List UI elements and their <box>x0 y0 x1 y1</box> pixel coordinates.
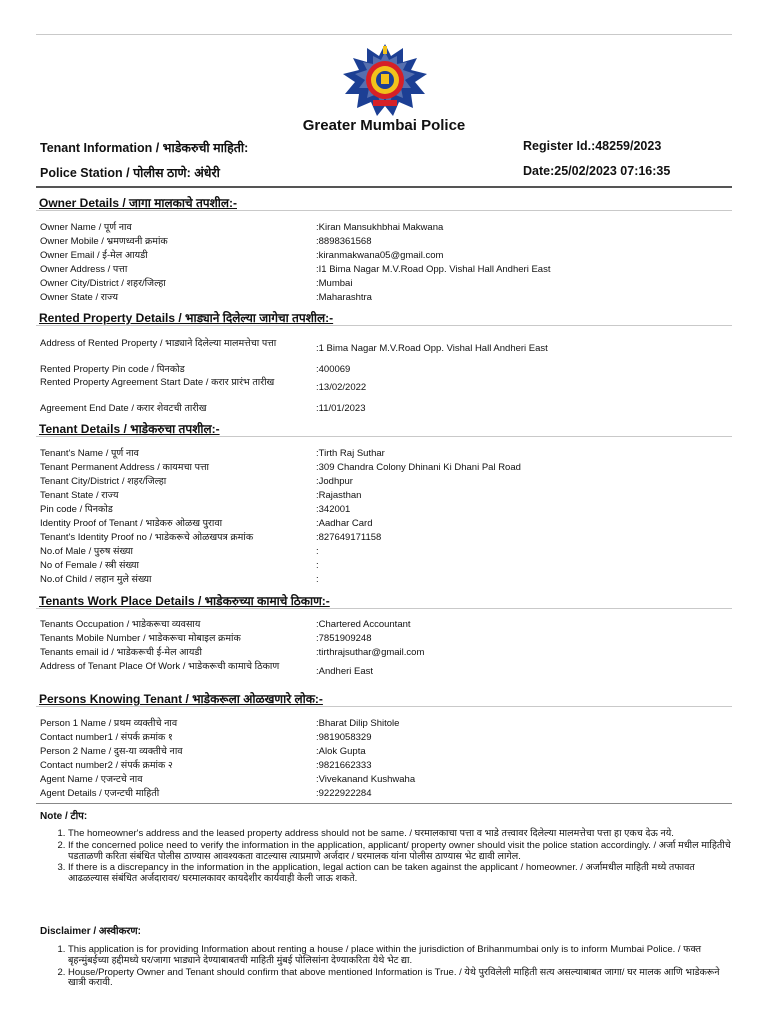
field-label: No.of Child / लहान मुले संख्या <box>40 574 152 585</box>
field-value: :Kiran Mansukhbhai Makwana <box>316 222 444 233</box>
disclaimer-item: 1. This application is for providing Information about renting a house / place within the jurisdiction of Brihanmumbai only is to inform Mumbai Police. / फक्त बृहन्मुंबईच्या हद्दीमध्ये घर/जागा भाड्याने देण्याबाबतची माहिती मुंबई पोलिसांना देण्याकरिता येथे भेट द्या. <box>68 945 736 967</box>
field-label: Owner Email / ई-मेल आयडी <box>40 250 148 261</box>
section-divider <box>36 325 732 326</box>
owner-details-heading: Owner Details / जागा मालकाचे तपशील:- <box>39 196 237 210</box>
field-label: Tenant State / राज्य <box>40 490 119 501</box>
field-label: Owner City/District / शहर/जिल्हा <box>40 278 166 289</box>
field-label: Owner Mobile / भ्रमणध्वनी क्रमांक <box>40 236 168 247</box>
field-value: :kiranmakwana05@gmail.com <box>316 250 444 261</box>
section-divider <box>36 608 732 609</box>
section-divider <box>36 706 732 707</box>
field-value: :Mumbai <box>316 278 353 289</box>
police-station: Police Station / पोलीस ठाणे: अंधेरी <box>40 166 220 180</box>
rented-property-heading: Rented Property Details / भाड्याने दिलेल्या जागेचा तपशील:- <box>39 311 334 325</box>
field-value: :Jodhpur <box>316 476 353 487</box>
field-value: :I1 Bima Nagar M.V.Road Opp. Vishal Hall Andheri East <box>316 264 551 275</box>
field-label: Address of Tenant Place Of Work / भाडेकरूची कामाचे ठिकाण <box>40 661 280 672</box>
field-value: :Chartered Accountant <box>316 619 411 630</box>
field-label: Contact number1 / संपर्क क्रमांक १ <box>40 732 173 743</box>
field-label: Person 2 Name / दुस-या व्यक्तीचे नाव <box>40 746 183 757</box>
disclaimer-list <box>56 945 736 990</box>
header-divider <box>36 186 732 188</box>
field-value: :9821662333 <box>316 760 372 771</box>
field-label: Rented Property Agreement Start Date / करार प्रारंभ तारीख <box>40 377 275 388</box>
field-value: :13/02/2022 <box>316 382 367 393</box>
field-label: Identity Proof of Tenant / भाडेकरु ओळख पुरावा <box>40 518 223 529</box>
field-value: :7851909248 <box>316 633 372 644</box>
field-label: Owner Name / पूर्ण नाव <box>40 222 132 233</box>
tenant-details-heading: Tenant Details / भाडेकरुचा तपशील:- <box>39 422 220 436</box>
field-label: Contact number2 / संपर्क क्रमांक २ <box>40 760 173 771</box>
field-label: Tenant's Identity Proof no / भाडेकरूचे ओळखपत्र क्रमांक <box>40 532 254 543</box>
field-label: Tenants Mobile Number / भाडेकरूचा मोबाइल क्रमांक <box>40 633 241 644</box>
field-label: Tenants email id / भाडेकरूची ई-मेल आयडी <box>40 647 202 658</box>
field-value: :1 Bima Nagar M.V.Road Opp. Vishal Hall Andheri East <box>316 343 548 354</box>
section-divider <box>36 803 732 804</box>
field-value: :Rajasthan <box>316 490 362 501</box>
field-label: No.of Male / पुरुष संख्या <box>40 546 134 557</box>
field-value: :827649171158 <box>316 532 382 543</box>
field-label: Address of Rented Property / भाड्याने दिलेल्या मालमत्तेचा पत्ता <box>40 338 277 349</box>
persons-knowing-heading: Persons Knowing Tenant / भाडेकरूला ओळखणारे लोक:- <box>39 692 323 706</box>
field-value: :Maharashtra <box>316 292 372 303</box>
field-label: Pin code / पिनकोड <box>40 504 113 515</box>
field-value: :400069 <box>316 364 351 375</box>
top-divider <box>36 34 732 35</box>
field-value: : <box>316 546 319 557</box>
field-value: :Aadhar Card <box>316 518 373 529</box>
organization-title: Greater Mumbai Police <box>302 117 466 134</box>
field-value: :Alok Gupta <box>316 746 366 757</box>
field-label: No of Female / स्त्री संख्या <box>40 560 139 571</box>
police-emblem-icon <box>337 42 433 118</box>
field-label: Rented Property Pin code / पिनकोड <box>40 364 185 375</box>
field-value: :309 Chandra Colony Dhinani Ki Dhani Pal Road <box>316 462 521 473</box>
work-place-heading: Tenants Work Place Details / भाडेकरुच्या कामाचे ठिकाण:- <box>39 594 330 608</box>
note-heading: Note / टीप: <box>40 811 88 822</box>
field-value: :Tirth Raj Suthar <box>316 448 385 459</box>
register-id: Register Id.:48259/2023 <box>523 139 662 153</box>
field-label: Tenant Permanent Address / कायमचा पत्ता <box>40 462 210 473</box>
note-item: 2. If the concerned police need to verify the information in the application, applicant/ property owner should visit the police station accordingly. / अर्जा मधील माहितीचे पडताळणी करिता संबंधित पोलीस ठाण्यास आवश्यकता वाटल्यास त्याप्रमाणे अर्जदार / घरमालक यांना पोलीस ठाण्यास भेट द्यावी लागेल. <box>68 841 736 863</box>
field-label: Tenant's Name / पूर्ण नाव <box>40 448 139 459</box>
field-label: Agent Name / एजन्टचे नाव <box>40 774 143 785</box>
field-value: : <box>316 574 319 585</box>
field-value: :9819058329 <box>316 732 372 743</box>
field-value: :tirthrajsuthar@gmail.com <box>316 647 425 658</box>
field-value: :Vivekanand Kushwaha <box>316 774 416 785</box>
field-value: : <box>316 560 319 571</box>
field-label: Owner State / राज्य <box>40 292 119 303</box>
field-label: Person 1 Name / प्रथम व्यक्तीचे नाव <box>40 718 178 729</box>
disclaimer-heading: Disclaimer / अस्वीकरण: <box>40 926 141 937</box>
submission-date: Date:25/02/2023 07:16:35 <box>523 164 671 178</box>
field-label: Tenant City/District / शहर/जिल्हा <box>40 476 167 487</box>
section-divider <box>36 436 732 437</box>
note-item: 1. The homeowner's address and the leased property address should not be same. / घरमालकाचा पत्ता व भाडे तत्त्वावर दिलेल्या मालमत्तेचा पत्ता हा एकच देऊ नये. <box>68 829 736 840</box>
field-label: Tenants Occupation / भाडेकरूचा व्यवसाय <box>40 619 201 630</box>
field-value: :Andheri East <box>316 666 374 677</box>
tenant-information-heading: Tenant Information / भाडेकरुची माहिती: <box>40 141 249 155</box>
field-value: :Bharat Dilip Shitole <box>316 718 400 729</box>
field-label: Agent Details / एजन्टची माहिती <box>40 788 160 799</box>
note-item: 3. If there is a discrepancy in the information in the application, legal action can be taken against the applicant / homeowner. / अर्जामधील माहिती मध्ये तफावत आढळल्यास संबंधित अर्जदारावर/ घरमालकावर कायदेशीर कार्यवाही केली जाऊ शकते. <box>68 863 736 885</box>
section-divider <box>36 210 732 211</box>
field-label: Owner Address / पत्ता <box>40 264 128 275</box>
field-value: :8898361568 <box>316 236 372 247</box>
field-value: :11/01/2023 <box>316 403 366 414</box>
field-value: :342001 <box>316 504 351 515</box>
field-label: Agreement End Date / करार शेवटची तारीख <box>40 403 207 414</box>
disclaimer-item: 2. House/Property Owner and Tenant should confirm that above mentioned Information is True. / येथे पुरविलेली माहिती सत्य असल्याबाबत जागा/ घर मालक आणि भाडेकरूने खात्री करावी. <box>68 968 736 990</box>
note-list <box>56 829 736 886</box>
field-value: :9222922284 <box>316 788 372 799</box>
